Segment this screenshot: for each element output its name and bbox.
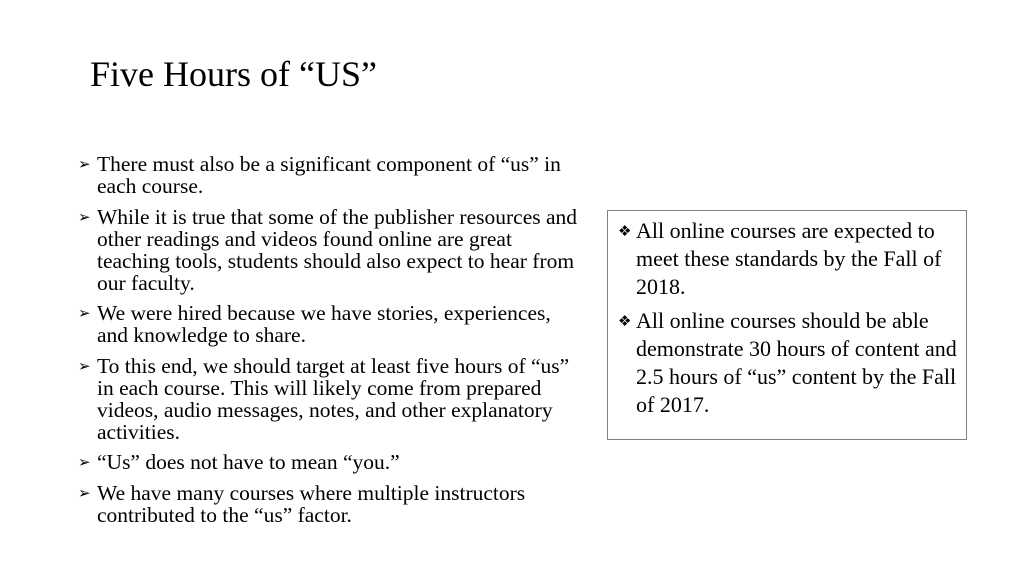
arrowhead-bullet-icon: ➢ xyxy=(78,356,91,375)
left-bullet-item xyxy=(78,206,578,294)
diamond-bullet-icon: ❖ xyxy=(618,222,632,240)
arrowhead-bullet-icon: ➢ xyxy=(78,155,91,173)
left-bullet-text: There must also be a significant component of “us” in each course. xyxy=(97,152,561,198)
left-bullet-text: To this end, we should target at least five hours of “us” in each course. This will likely come from prepared videos, audio messages, notes, and other explanatory activities. xyxy=(97,353,570,444)
left-bullet-item xyxy=(78,482,578,526)
standards-callout-box xyxy=(607,210,967,440)
arrowhead-bullet-icon: ➢ xyxy=(78,453,91,471)
left-bullet-text: While it is true that some of the publisher resources and other readings and videos found online are great teaching tools, students should also expect to hear from our faculty. xyxy=(97,204,578,295)
arrowhead-bullet-icon: ➢ xyxy=(78,483,91,502)
arrowhead-bullet-icon: ➢ xyxy=(78,207,91,226)
left-bullet-item xyxy=(78,451,578,473)
left-bullet-item xyxy=(78,355,578,443)
left-bullet-list xyxy=(78,153,578,534)
right-bullet-item xyxy=(618,217,960,301)
right-bullet-text: All online courses should be able demonstrate 30 hours of content and 2.5 hours of “us” content by the Fall of 2017. xyxy=(636,308,957,417)
left-bullet-item xyxy=(78,302,578,346)
left-bullet-text: “Us” does not have to mean “you.” xyxy=(97,450,400,474)
slide-title: Five Hours of “US” xyxy=(90,54,377,94)
left-bullet-text: We were hired because we have stories, experiences, and knowledge to share. xyxy=(97,301,551,347)
arrowhead-bullet-icon: ➢ xyxy=(78,304,91,322)
right-bullet-text: All online courses are expected to meet these standards by the Fall of 2018. xyxy=(636,218,942,299)
diamond-bullet-icon: ❖ xyxy=(618,312,632,330)
right-bullet-item xyxy=(618,307,960,419)
right-bullet-list xyxy=(618,217,960,419)
left-bullet-item xyxy=(78,153,578,197)
left-bullet-text: We have many courses where multiple instructors contributed to the “us” factor. xyxy=(97,480,526,527)
